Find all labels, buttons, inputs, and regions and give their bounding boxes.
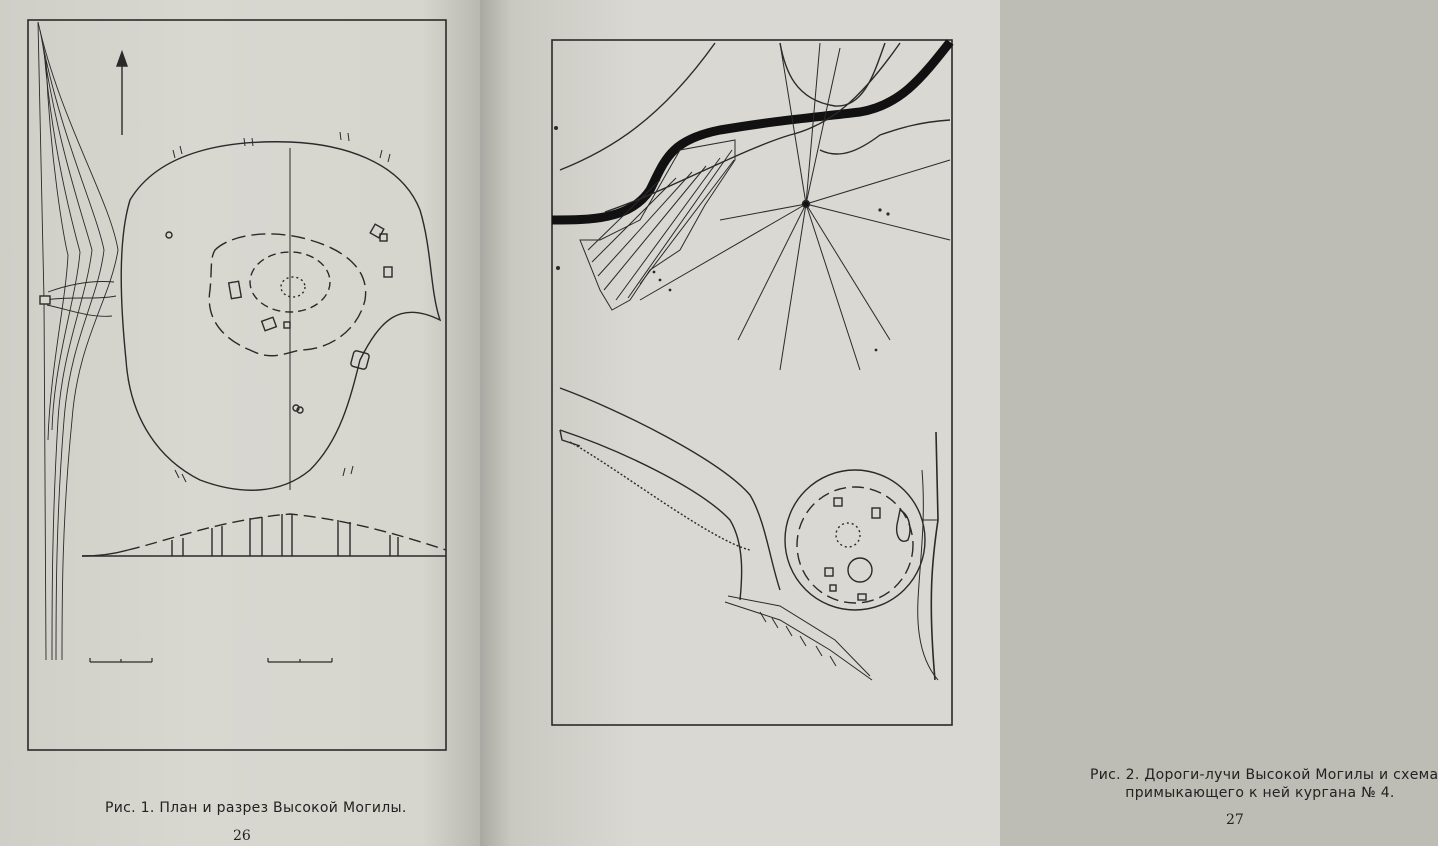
left-page	[0, 0, 480, 846]
figure-1-caption: Рис. 1. План и разрез Высокой Могилы.	[105, 800, 407, 816]
figure-2-caption-line-2: примыкающего к ней кургана № 4.	[1125, 785, 1395, 801]
page-number-right: 27	[1226, 812, 1244, 828]
lower-ditch	[725, 596, 872, 680]
figure-1-plan-and-section	[0, 0, 480, 846]
scale-bars	[90, 658, 332, 662]
section-profile	[82, 514, 446, 556]
figure-2-radial-roads	[480, 0, 1000, 846]
page-number-left: 26	[233, 828, 251, 844]
right-page	[480, 0, 1438, 846]
slope-hatching	[38, 22, 118, 660]
scatter-dots	[554, 126, 890, 351]
figure-2-caption	[1090, 766, 1438, 802]
figure-2-caption-line-1: Рис. 2. Дороги-лучи Высокой Могилы и схема	[1090, 767, 1438, 783]
contour-ticks	[173, 132, 390, 482]
